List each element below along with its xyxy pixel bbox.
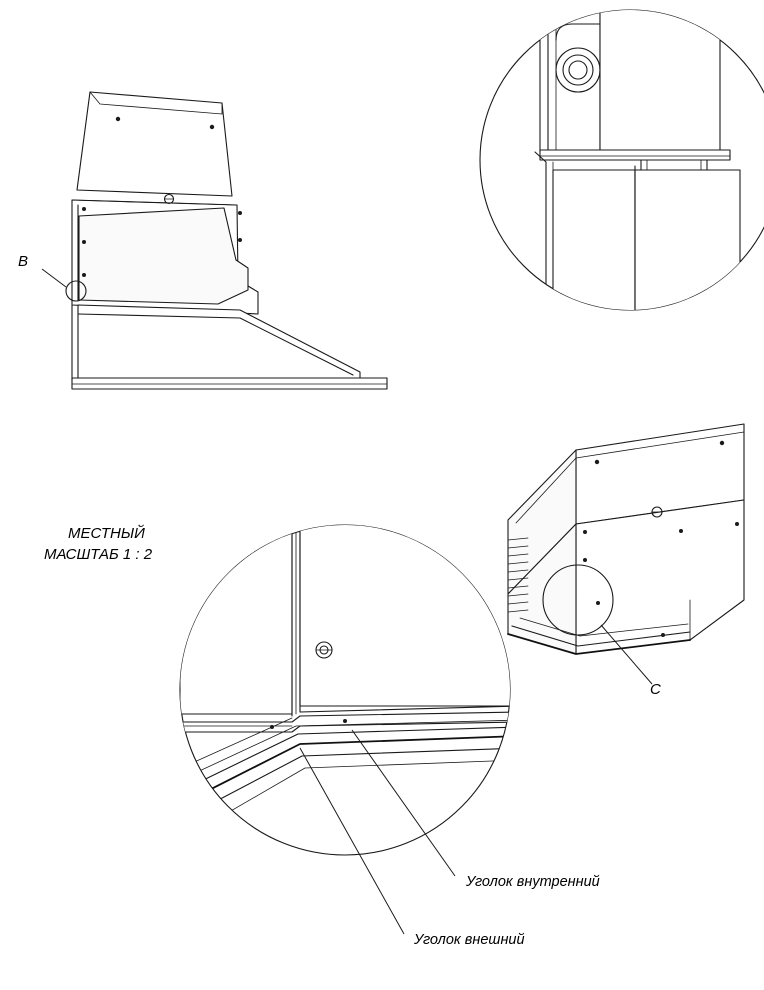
fastener-dot: [238, 238, 242, 242]
fastener-dot: [720, 441, 724, 445]
local-detail-contents: [150, 500, 520, 852]
fastener-dot: [596, 601, 600, 605]
scale-note-line1: МЕСТНЫЙ: [68, 525, 145, 542]
front-flap-panel: [79, 208, 248, 304]
fastener-dot: [116, 117, 120, 121]
fastener-dot: [210, 125, 214, 129]
fastener-dot: [82, 273, 86, 277]
fastener-dot: [661, 633, 665, 637]
detail-b-leader: [42, 269, 66, 287]
detail-b-ledge: [540, 150, 730, 160]
outer-angle-rail-6: [160, 760, 520, 852]
detail-b-left-return: [535, 152, 546, 320]
side-elevation-view: [18, 92, 387, 389]
detail-bottom-edge-right: [300, 706, 520, 712]
base-plate: [72, 378, 387, 389]
detail-b-label: B: [18, 253, 29, 270]
isometric-view: [508, 424, 744, 698]
outer-angle-leader: [300, 748, 404, 934]
detail-left-face: [180, 500, 292, 714]
fastener-dot: [238, 211, 242, 215]
detail-c-label: C: [650, 681, 661, 698]
fastener-dot: [583, 530, 587, 534]
detail-b-contents: [535, 0, 740, 320]
detail-b-lower-left-face: [553, 170, 635, 320]
detail-b-lower-right-face: [635, 170, 740, 320]
fastener-dot: [583, 558, 587, 562]
fastener-dot: [343, 719, 347, 723]
outer-angle-rail-5: [150, 748, 520, 836]
detail-b-left-panel: [540, 0, 600, 152]
fastener-dot: [679, 529, 683, 533]
callout-outer-label: Уголок внешний: [414, 932, 525, 948]
fastener-dot: [82, 240, 86, 244]
detail-view-b: [480, 0, 764, 320]
callout-inner-label: Уголок внутренний: [466, 874, 600, 890]
scale-note-line2: МАСШТАБ 1 : 2: [44, 546, 153, 563]
fastener-dot: [595, 460, 599, 464]
fastener-dot: [735, 522, 739, 526]
lower-skirt-panel: [78, 305, 360, 380]
fastener-dot: [82, 207, 86, 211]
detail-right-face: [300, 500, 520, 706]
upper-slant-panel: [77, 92, 232, 196]
detail-b-upper-face: [600, 0, 720, 150]
iso-front-body: [576, 500, 744, 654]
